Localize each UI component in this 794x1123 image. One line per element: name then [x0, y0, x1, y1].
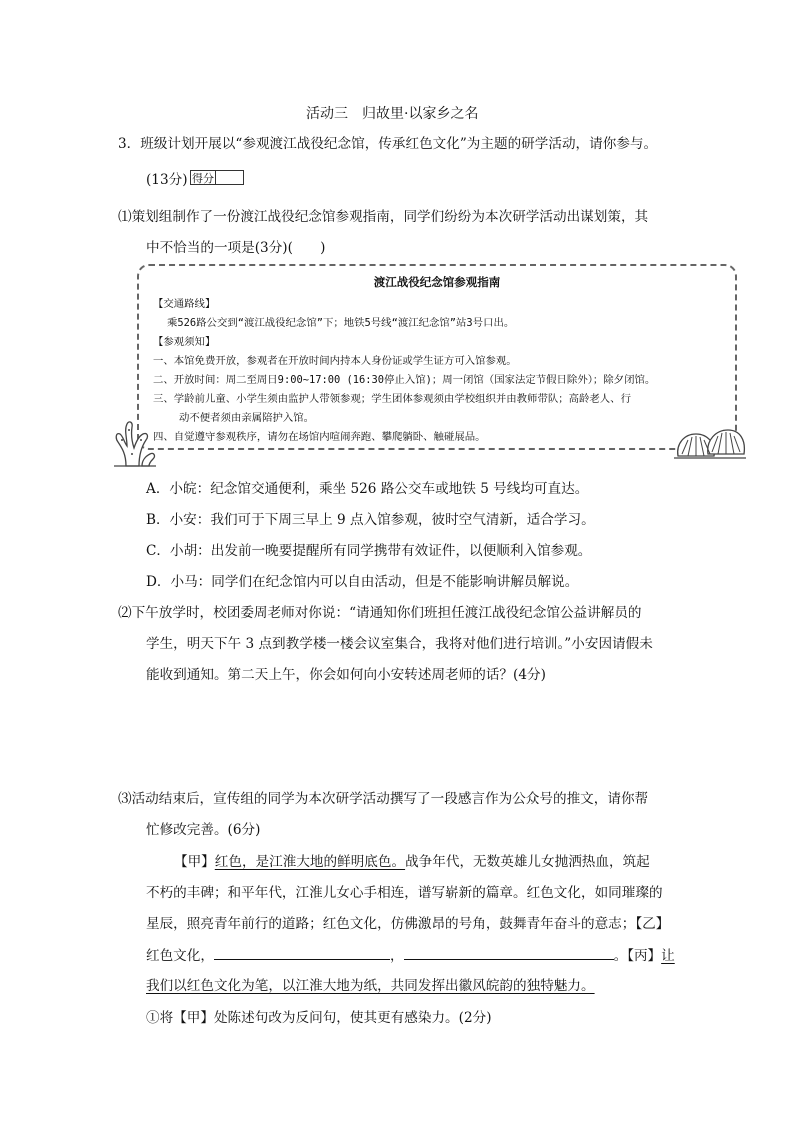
q3-2-line2: 学生，明天下午 3 点到教学楼一楼会议室集合，我将对他们进行培训。”小安因请假未 — [146, 636, 653, 652]
option-c: C．小胡：出发前一晚要提醒所有同学携带有效证件，以便顺利入馆参观。 — [146, 543, 592, 559]
activity-title: 活动三 归故里·以家乡之名 — [306, 106, 479, 122]
passage-line-4 — [146, 945, 675, 966]
sub-question-1: ①将【甲】处陈述句改为反问句，使其更有感染力。(2分) — [146, 1010, 492, 1026]
passage-punct: ， — [389, 948, 404, 964]
passage-text: 战争年代，无数英雄儿女抛洒热血，筑起 — [405, 854, 650, 870]
option-d: D．小马：同学们在纪念馆内可以自由活动，但是不能影响讲解员解说。 — [146, 574, 579, 590]
bing-sentence: 我们以红色文化为笔，以江淮大地为纸，共同发挥出徽风皖韵的独特魅力。 — [146, 978, 595, 994]
q3-3-line1: ⑶活动结束后，宣传组的同学为本次研学活动撰写了一段感言作为公众号的推文，请你帮 — [118, 791, 649, 807]
guide-rule-1: 一、本馆免费开放，参观者在开放时间内持本人身份证或学生证方可入馆参观。 — [153, 355, 517, 367]
passage-line-1 — [174, 852, 650, 872]
shells-decoration-icon — [674, 424, 746, 462]
score-label: 得分 — [192, 172, 214, 185]
q3-2-line1: ⑵下午放学时，校团委周老师对你说：“请通知你们班担任渡江战役纪念馆公益讲解员的 — [118, 605, 642, 621]
answer-blank-2[interactable] — [404, 945, 614, 960]
q3-1-line1: ⑴策划组制作了一份渡江战役纪念馆参观指南，同学们纷纷为本次研学活动出谋划策，其 — [118, 209, 649, 225]
question-3-points: (13分) — [146, 172, 188, 188]
option-a: A．小皖：纪念馆交通便利，乘坐 526 路公交车或地铁 5 号线均可直达。 — [146, 481, 589, 497]
passage-punct: 。 — [613, 948, 628, 964]
option-b: B．小安：我们可于下周三早上 9 点入馆参观，彼时空气清新，适合学习。 — [146, 512, 595, 528]
guide-rule-3a: 三、学龄前儿童、小学生须由监护人带领参观；学生团体参观须由学校组织并由教师带队；高龄老人、行 — [153, 393, 631, 405]
guide-rule-2: 二、开放时间：周二至周日9:00~17:00 (16:30停止入馆)；周一闭馆（国家法定节假日除外）；除夕闭馆。 — [153, 374, 656, 386]
guide-section-rules: 【参观须知】 — [153, 336, 216, 348]
q3-1-line2: 中不恰当的一项是(3分)( ) — [146, 240, 326, 256]
answer-blank-1[interactable] — [214, 945, 390, 960]
visit-guide-box — [137, 264, 737, 450]
guide-rule-3b: 动不便者须由亲属陪护入馆。 — [179, 412, 315, 424]
passage-line-2: 不朽的丰碑；和平年代，江淮儿女心手相连，谱写崭新的篇章。红色文化，如同璀璨的 — [146, 885, 663, 901]
q3-2-line3: 能收到通知。第二天上午，你会如何向小安转述周老师的话？(4分) — [146, 667, 546, 683]
passage-text: 红色文化， — [146, 948, 214, 964]
jia-mark: 【甲】 — [174, 854, 215, 870]
guide-title: 渡江战役纪念馆参观指南 — [373, 275, 501, 289]
question-3-stem: 3．班级计划开展以“参观渡江战役纪念馆，传承红色文化”为主题的研学活动，请你参与。 — [118, 136, 658, 152]
bing-mark: 【丙】 — [627, 948, 662, 964]
passage-line-3: 星辰，照亮青年前行的道路；红色文化，仿佛激昂的号角，鼓舞青年奋斗的意志；【乙】 — [146, 916, 670, 932]
q3-3-line2: 忙修改完善。(6分) — [146, 822, 261, 838]
guide-section-route: 【交通路线】 — [153, 298, 216, 310]
bing-sentence-start: 让 — [661, 948, 675, 964]
guide-route-text: 乘526路公交到“渡江战役纪念馆”下；地铁5号线“渡江纪念馆”站3号口出。 — [167, 317, 515, 329]
guide-rule-4: 四、自觉遵守参观秩序，请勿在场馆内喧闹奔跑、攀爬躺卧、触碰展品。 — [153, 431, 486, 443]
coral-decoration-icon — [112, 416, 158, 468]
score-box[interactable] — [190, 170, 244, 185]
jia-sentence: 红色，是江淮大地的鲜明底色。 — [214, 854, 406, 870]
